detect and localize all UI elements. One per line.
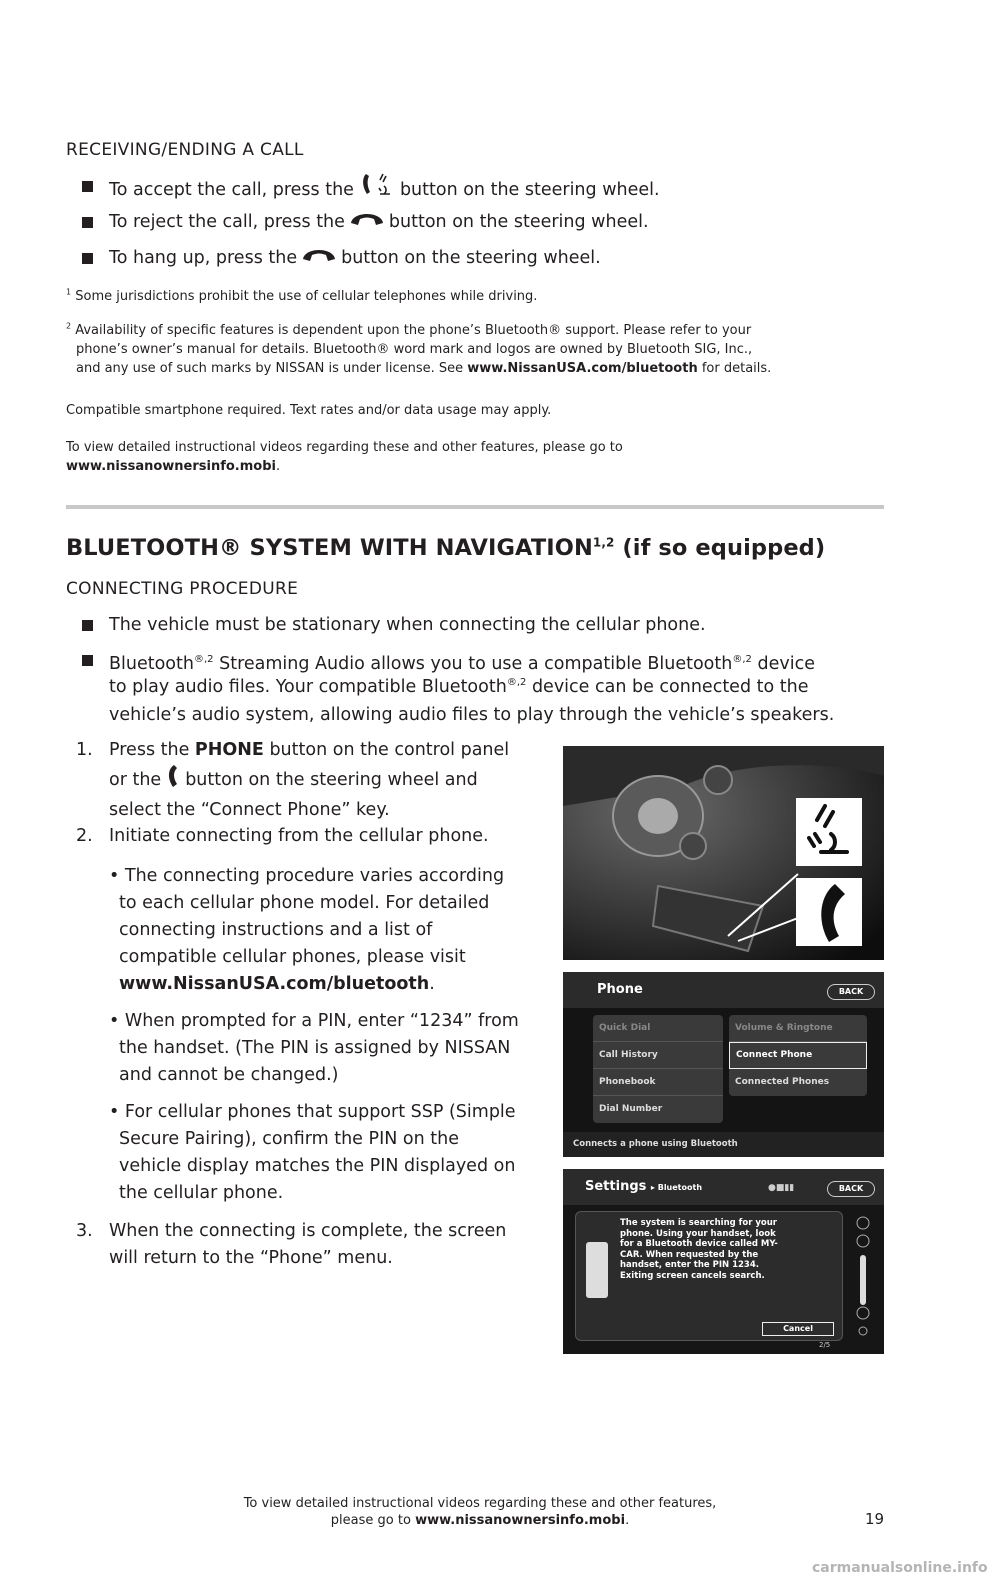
step-1-number: 1.	[76, 740, 93, 760]
step-sub-text: the cellular phone.	[119, 1183, 284, 1203]
owners-info-link[interactable]: www.nissanownersinfo.mobi	[66, 459, 276, 474]
right-menu	[729, 1015, 867, 1096]
cancel-button[interactable]: Cancel	[762, 1322, 834, 1336]
step-2-number: 2.	[76, 826, 93, 846]
footnote-text: for details.	[701, 361, 772, 376]
bullet-hangup	[82, 244, 601, 272]
left-menu	[593, 1015, 723, 1123]
step-sub-text: the handset. (The PIN is assigned by NISSAN	[119, 1038, 511, 1058]
phone-voice-icon	[358, 172, 396, 207]
streaming-line-3: vehicle’s audio system, allowing audio files to play through the vehicle’s speakers.	[109, 705, 835, 725]
message-line: Exiting screen cancels search.	[620, 1270, 765, 1281]
step-text: will return to the “Phone” menu.	[109, 1248, 393, 1268]
menu-item-connect-phone[interactable]: Connect Phone	[729, 1042, 867, 1069]
title-suffix: (if so equipped)	[622, 535, 826, 561]
step-text: button on the steering wheel and	[185, 770, 478, 790]
bullet-text: To accept the call, press the	[109, 179, 354, 200]
menu-item-quick-dial[interactable]: Quick Dial	[593, 1015, 723, 1042]
step-2	[109, 823, 519, 1207]
phone-menu-screen	[563, 972, 884, 1157]
owners-info-link[interactable]: www.nissanownersinfo.mobi	[415, 1513, 626, 1528]
step-sub-text: connecting instructions and a list of	[119, 920, 433, 940]
page-indicator: 2/5	[819, 1341, 831, 1349]
step-text: Press the	[109, 740, 190, 760]
title-sup: 1,2	[592, 535, 615, 550]
receiving-heading: RECEIVING/ENDING A CALL	[66, 140, 304, 160]
step-sub-text: to each cellular phone model. For detailed	[119, 893, 490, 913]
dialog-message	[620, 1218, 778, 1281]
step-3	[109, 1218, 506, 1272]
bullet-text: The vehicle must be stationary when connecting the cellular phone.	[109, 615, 706, 635]
menu-item-dial-number[interactable]: Dial Number	[599, 1104, 663, 1114]
status-icons: ●■▮▮	[768, 1183, 795, 1193]
step-sub-text: • The connecting procedure varies according	[109, 866, 505, 886]
bullet-text: button on the steering wheel.	[341, 248, 601, 268]
menu-item-call-history[interactable]: Call History	[593, 1042, 723, 1069]
page-footer	[0, 1495, 960, 1529]
step-sub-text: Secure Pairing), confirm the PIN on the	[119, 1129, 459, 1149]
title-text: BLUETOOTH® SYSTEM WITH NAVIGATION	[66, 535, 593, 561]
sup: ®,2	[732, 654, 752, 665]
section-divider	[66, 505, 884, 509]
footnote-marker: 2	[66, 321, 72, 331]
breadcrumb: Bluetooth	[657, 1183, 703, 1192]
step-text: select the “Connect Phone” key.	[109, 800, 390, 820]
hang-up-icon	[349, 208, 385, 236]
bullet-square	[82, 655, 93, 666]
message-line: phone. Using your handset, look	[620, 1228, 776, 1239]
punctuation: .	[276, 459, 281, 474]
footnote-text: phone’s owner’s manual for details. Bluetooth® word mark and logos are owned by Bluetooth SIG, Inc.,	[76, 342, 753, 357]
page-number: 19	[865, 1510, 885, 1528]
message-line: handset, enter the PIN 1234.	[620, 1260, 759, 1270]
menu-item-connected-phones[interactable]: Connected Phones	[735, 1077, 830, 1087]
step-1	[109, 737, 509, 824]
menu-item-volume-ringtone[interactable]: Volume & Ringtone	[729, 1015, 867, 1042]
step-text: or the	[109, 770, 162, 790]
sup: ®,2	[193, 654, 214, 665]
bluetooth-search-screen	[563, 1169, 884, 1354]
step-3-number: 3.	[76, 1221, 93, 1241]
step-sub-text: compatible cellular phones, please visit	[119, 947, 466, 967]
bullet-text: to play audio files. Your compatible Bluetooth	[109, 677, 507, 697]
steering-wheel-photo	[563, 746, 884, 960]
footnote-2	[66, 321, 771, 378]
videos-text: To view detailed instructional videos regarding these and other features, please go to	[66, 440, 623, 455]
punctuation: .	[625, 1513, 630, 1528]
hang-up-icon	[301, 244, 337, 272]
compat-note: Compatible smartphone required. Text rates and/or data usage may apply.	[66, 403, 552, 418]
back-button[interactable]: BACK	[827, 984, 875, 1000]
phone-icon	[165, 764, 181, 797]
footnote-marker: 1	[66, 287, 72, 297]
bullet-square	[82, 181, 93, 192]
bluetooth-link[interactable]: www.NissanUSA.com/bluetooth	[119, 974, 430, 994]
footer-text: To view detailed instructional videos regarding these and other features,	[243, 1496, 717, 1511]
step-text: When the connecting is complete, the screen	[109, 1221, 507, 1241]
step-sub-text: vehicle display matches the PIN displayed on	[119, 1156, 516, 1176]
streaming-line-2	[109, 674, 808, 701]
scroll-controls[interactable]	[855, 1215, 871, 1335]
bullet-text: Streaming Audio allows you to use a compatible Bluetooth	[219, 653, 733, 674]
step-sub-text: and cannot be changed.)	[119, 1065, 339, 1085]
section-title	[66, 535, 825, 561]
bullet-square	[82, 217, 93, 228]
screen-title: Settings ▸ Bluetooth	[585, 1179, 703, 1194]
step-text: button on the control panel	[269, 740, 510, 760]
message-line: CAR. When requested by the	[620, 1249, 759, 1260]
bullet-text: Bluetooth	[109, 653, 194, 674]
videos-note	[66, 438, 623, 476]
menu-item-phonebook[interactable]: Phonebook	[593, 1069, 723, 1096]
bullet-text: button on the steering wheel.	[388, 212, 649, 232]
footnote-1	[66, 287, 537, 306]
bullet-text: device can be connected to the	[531, 677, 809, 697]
bullet-square	[82, 253, 93, 264]
bullet-square	[82, 620, 93, 631]
watermark: carmanualsonline.info	[812, 1560, 988, 1576]
bullet-reject	[82, 208, 649, 236]
footnote-text: Some jurisdictions prohibit the use of cellular telephones while driving.	[75, 289, 538, 304]
settings-title: Settings	[585, 1179, 647, 1194]
step-text: Initiate connecting from the cellular phone.	[109, 826, 489, 846]
step-sub-text: • When prompted for a PIN, enter “1234” from	[109, 1011, 519, 1031]
punctuation: .	[429, 974, 435, 994]
sup: ®,2	[506, 677, 527, 689]
connecting-heading: CONNECTING PROCEDURE	[66, 579, 299, 599]
bullet-text: To hang up, press the	[109, 248, 298, 268]
message-line: for a Bluetooth device called MY-	[620, 1239, 778, 1249]
footnote-text: and any use of such marks by NISSAN is under license. See	[76, 361, 464, 376]
handset-icon	[586, 1242, 608, 1298]
footnote-text: Availability of specific features is dependent upon the phone’s Bluetooth® support. Please refer to your	[75, 323, 752, 338]
bullet-text: button on the steering wheel.	[399, 179, 660, 200]
message-line: The system is searching for your	[620, 1218, 777, 1228]
bullet-accept	[82, 172, 660, 207]
phone-key-label: PHONE	[194, 740, 264, 760]
back-button[interactable]: BACK	[827, 1181, 875, 1197]
dialog	[575, 1211, 843, 1341]
bluetooth-link[interactable]: www.NissanUSA.com/bluetooth	[467, 361, 698, 376]
bullet-text: To reject the call, press the	[109, 212, 345, 232]
status-text: Connects a phone using Bluetooth	[573, 1139, 738, 1149]
screen-title: Phone	[597, 982, 643, 997]
step-sub-text: • For cellular phones that support SSP (Simple	[109, 1102, 516, 1122]
footer-text: please go to	[330, 1513, 411, 1528]
bullet-text: device	[757, 653, 815, 674]
bullet-stationary	[82, 611, 706, 639]
